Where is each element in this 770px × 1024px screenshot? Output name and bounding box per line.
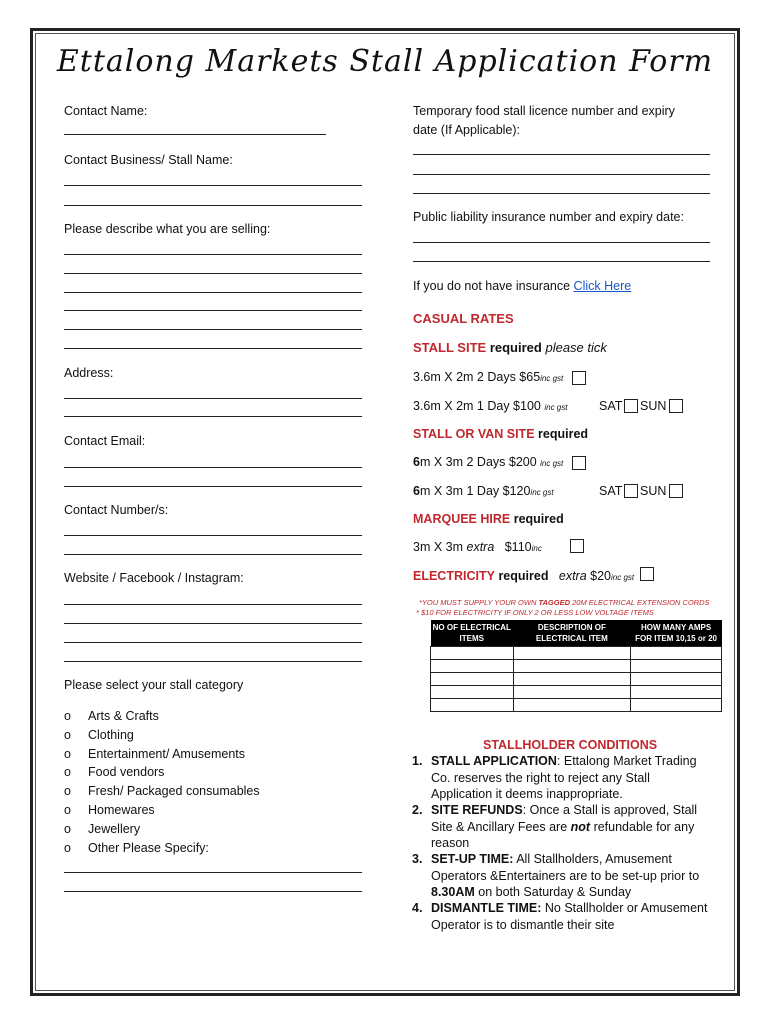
table-header-description: DESCRIPTION OF ELECTRICAL ITEM <box>513 620 631 647</box>
food-licence-label-1: Temporary food stall licence number and expiry <box>413 104 675 118</box>
selling-label: Please describe what you are selling: <box>64 222 271 236</box>
selling-line-5[interactable] <box>64 329 362 330</box>
selling-line-3[interactable] <box>64 292 362 293</box>
stall-site-heading: STALL SITE required please tick <box>413 340 607 355</box>
conditions-heading: STALLHOLDER CONDITIONS <box>483 738 658 752</box>
table-header-amps: HOW MANY AMPS FOR ITEM 10,15 or 20 <box>631 620 722 647</box>
rate-van-1day-sat-checkbox[interactable] <box>624 484 638 498</box>
business-name-label: Contact Business/ Stall Name: <box>64 153 233 167</box>
website-line-1[interactable] <box>64 604 362 605</box>
category-option: Clothing <box>88 727 134 742</box>
business-name-line-2[interactable] <box>64 205 362 206</box>
marquee-rate: 3m X 3m extra $110inc <box>413 540 542 554</box>
condition-4: 4. DISMANTLE TIME: No Stallholder or Amusement Operator is to dismantle their site <box>412 901 708 932</box>
rate-van-1day: 6m X 3m 1 Day $120inc gst <box>413 484 554 498</box>
click-here-link[interactable]: Click Here <box>573 279 632 293</box>
food-licence-line-3[interactable] <box>413 193 710 194</box>
category-option: Arts & Crafts <box>88 709 159 723</box>
category-bullet[interactable]: o <box>64 746 71 761</box>
website-line-4[interactable] <box>64 661 362 662</box>
category-option: Food vendors <box>88 765 165 780</box>
table-row <box>431 673 722 686</box>
category-option: Fresh/ Packaged consumables <box>88 784 260 799</box>
number-line-2[interactable] <box>64 554 362 555</box>
rate-stall-1day: 3.6m X 2m 1 Day $100 inc gst <box>413 399 568 413</box>
email-line-2[interactable] <box>64 486 362 487</box>
electrical-items-table <box>430 620 722 712</box>
email-line-1[interactable] <box>64 467 362 468</box>
liability-label: Public liability insurance number and expiry date: <box>413 210 684 224</box>
selling-line-1[interactable] <box>64 254 362 255</box>
food-licence-line-2[interactable] <box>413 174 710 175</box>
no-insurance-label: If you do not have insurance <box>413 279 571 293</box>
other-specify-line-2[interactable] <box>64 891 362 892</box>
category-bullet[interactable]: o <box>64 709 71 723</box>
table-row <box>431 647 722 660</box>
marquee-checkbox[interactable] <box>570 539 584 553</box>
condition-2: 2. SITE REFUNDS: Once a Stall is approved, Stall Site & Ancillary Fees are not refundable for any reason <box>412 803 698 850</box>
condition-3: 3. SET-UP TIME: All Stallholders, Amusement Operators &Entertainers are to be set-up prior to 8.30AM on both Saturday & Sunday <box>412 852 700 899</box>
number-label: Contact Number/s: <box>64 503 169 517</box>
food-licence-label-2: date (If Applicable): <box>413 123 521 137</box>
category-option: Entertainment/ Amusements <box>88 746 246 761</box>
website-line-3[interactable] <box>64 642 362 643</box>
category-option: Other Please Specify: <box>88 840 209 855</box>
stall-van-heading: STALL OR VAN SITE required <box>413 427 589 441</box>
website-line-2[interactable] <box>64 623 362 624</box>
liability-line-2[interactable] <box>413 261 710 262</box>
category-prompt: Please select your stall category <box>64 678 244 692</box>
electricity-checkbox[interactable] <box>640 567 654 581</box>
rate-stall-1day-sun-checkbox[interactable] <box>669 399 683 413</box>
address-label: Address: <box>64 366 114 380</box>
rate-van-1day-sun-checkbox[interactable] <box>669 484 683 498</box>
contact-name-line[interactable] <box>64 134 326 135</box>
category-bullet[interactable]: o <box>64 803 71 817</box>
rate-van-1day-sat-label: SAT <box>599 484 623 498</box>
rate-van-2days-checkbox[interactable] <box>572 456 586 470</box>
food-licence-line-1[interactable] <box>413 154 710 155</box>
electricity-note-2: * $10 FOR ELECTRICITY IF ONLY 2 OR LESS LOW VOLTAGE ITEMS <box>416 608 654 617</box>
address-line-1[interactable] <box>64 398 362 399</box>
contact-name-label: Contact Name: <box>64 104 148 118</box>
rate-van-1day-sun-label: SUN <box>640 484 667 498</box>
rate-stall-1day-sat-label: SAT <box>599 399 623 413</box>
rate-stall-2days: 3.6m X 2m 2 Days $65inc gst <box>413 370 564 384</box>
condition-1: 1. STALL APPLICATION: Ettalong Market Trading Co. reserves the right to reject any Stall Application it deems inappropriate. <box>412 754 697 801</box>
rate-stall-2days-checkbox[interactable] <box>572 371 586 385</box>
category-bullet[interactable]: o <box>64 727 71 742</box>
selling-line-2[interactable] <box>64 273 362 274</box>
email-label: Contact Email: <box>64 434 146 448</box>
table-header-count: NO OF ELECTRICAL ITEMS <box>431 620 514 647</box>
business-name-line-1[interactable] <box>64 185 362 186</box>
selling-line-4[interactable] <box>64 310 362 311</box>
category-bullet[interactable]: o <box>64 840 71 855</box>
category-bullet[interactable]: o <box>64 765 71 780</box>
rate-stall-1day-sun-label: SUN <box>640 399 667 413</box>
electricity-heading: ELECTRICITY required extra $20inc gst <box>413 569 635 583</box>
no-insurance-text <box>413 278 631 295</box>
other-specify-line-1[interactable] <box>64 872 362 873</box>
liability-line-1[interactable] <box>413 242 710 243</box>
category-bullet[interactable]: o <box>64 784 71 799</box>
form-title: Ettalong Markets Stall Application Form <box>56 44 714 79</box>
rate-stall-1day-sat-checkbox[interactable] <box>624 399 638 413</box>
address-line-2[interactable] <box>64 416 362 417</box>
marquee-heading: MARQUEE HIRE required <box>413 512 564 526</box>
electricity-note-1: *YOU MUST SUPPLY YOUR OWN TAGGED 20M ELECTRICAL EXTENSION CORDS <box>419 598 710 607</box>
table-row <box>431 699 722 712</box>
category-option: Homewares <box>88 803 155 817</box>
selling-line-6[interactable] <box>64 348 362 349</box>
table-row <box>431 660 722 673</box>
casual-rates-heading: CASUAL RATES <box>413 311 514 326</box>
category-option: Jewellery <box>88 821 141 836</box>
website-label: Website / Facebook / Instagram: <box>64 571 244 585</box>
number-line-1[interactable] <box>64 535 362 536</box>
rate-van-2days: 6m X 3m 2 Days $200 inc gst <box>413 455 564 469</box>
table-row <box>431 686 722 699</box>
category-bullet[interactable]: o <box>64 821 71 836</box>
